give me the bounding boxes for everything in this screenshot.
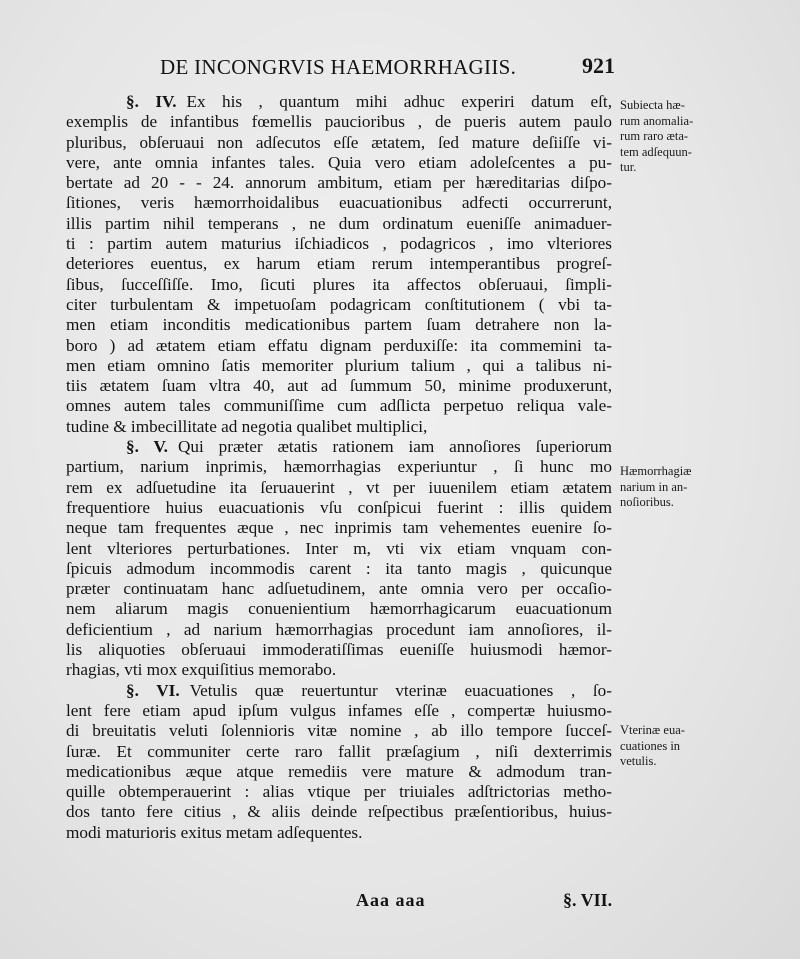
text-line: §. VI. Vetulis quæ reuertuntur vterinæ euacuationes , ſo- — [126, 680, 612, 700]
text-line: nem aliarum magis conuenientium hæmorrhagicarum euacuationum — [66, 599, 612, 619]
text-line: partium, narium inprimis, hæmorrhagias experiuntur , ſi hunc mo — [66, 457, 612, 477]
section-number: §. VI. — [126, 680, 180, 700]
text-line: di breuitatis veluti ſolennioris vitæ nomine , ab illo tempore ſucceſ- — [66, 721, 612, 741]
text-line: boro ) ad ætatem etiam effatu dignam perduxiſſe: ita commemini ta- — [66, 335, 612, 355]
text-line: frequentiore huius euacuationis vſu conſpicui fuerint : illis quidem — [66, 497, 612, 517]
text-line: deteriores euentus, ex harum etiam rerum intemperantibus progreſ- — [66, 254, 612, 274]
text-line: deficientium , ad narium hæmorrhagias procedunt iam annoſiores, il- — [66, 619, 612, 639]
text-line: ti : partim autem maturius iſchiadicos , podagricos , imo vlteriores — [66, 234, 612, 254]
text-line: rhagias, vti mox exquiſitius memorabo. — [66, 660, 337, 680]
text-line: citer turbulentam & impetuoſam podagricam conſtitutionem ( vbi ta- — [66, 294, 612, 314]
page-header — [160, 55, 615, 85]
text-line: neque tam frequentes æque , nec inprimis tam vehementes euenire ſo- — [66, 518, 612, 538]
text-line: tudine & imbecillitate ad negotia qualibet multiplici, — [66, 416, 428, 436]
text-line: medicationibus æque atque remediis vere mature & admodum tran- — [66, 761, 612, 781]
text-line: pluribus, obſeruaui non adſecutos eſſe ætatem, ſed mature deſiiſſe vi- — [66, 132, 612, 152]
text-line: præter continuatam hanc adſuetudinem, ante omnia vero per occaſio- — [66, 579, 612, 599]
text-line: illis partim nihil temperans , ne dum ordinatum eueniſſe animaduer- — [66, 213, 612, 233]
page-number: 921 — [582, 53, 615, 78]
signature-mark: Aaa aaa — [356, 890, 426, 910]
text-line: men etiam omnino ſatis memoriter plurium talium , qui a talibus ni- — [66, 355, 612, 375]
margin-note: Vterinæ eua- cuationes in vetulis. — [620, 723, 685, 768]
text-line: ſuræ. Et communiter certe raro fallit præſagium , niſi dexterrimis — [66, 741, 612, 761]
main-text — [66, 92, 612, 843]
text-line: dos tanto fere citius , & aliis deinde reſpectibus præſentioribus, huius- — [66, 802, 612, 822]
text-line: ſibus, ſucceſſiſſe. Imo, ſicuti plures ita affectos obſeruaui, ſimpli- — [66, 274, 612, 294]
text-line: ſpicuis admodum incommodis carent : ita tanto magis , quicunque — [66, 558, 612, 578]
text-line: quille obtemperauerint : alias vtique per triuiales adſtrictorias metho- — [66, 782, 612, 802]
text-line: vere, ante omnia infantes tales. Quia vero etiam adoleſcentes a pu- — [66, 152, 612, 172]
text-line: lis aliquoties obſeruaui immoderatiſſimas eueniſſe huiusmodi hæmor- — [66, 640, 612, 660]
text-line: §. V. Qui præter ætatis rationem iam annoſiores ſuperiorum — [126, 437, 613, 457]
text-line: modi maturioris exitus metam adſequentes. — [66, 822, 363, 842]
text-line: bertate ad 20 - - 24. annorum ambitum, etiam per hæreditarias diſpo- — [66, 173, 612, 193]
text-line: lent vlteriores perturbationes. Inter m, vti vix etiam vnquam con- — [66, 538, 612, 558]
text-line: men etiam inconditis medicationibus partem ſuam detrahere non la- — [66, 315, 612, 335]
text-line: omnes autem tales communiſſime cum adſlicta perpetuo reliqua vale- — [66, 396, 612, 416]
text-line: tiis ætatem ſuam vltra 40, aut ad ſummum 50, minime produxerunt, — [66, 376, 612, 396]
section-number: §. V. — [126, 437, 168, 457]
margin-note: Hæmorrhagiæ narium in an- noſioribus. — [620, 464, 692, 509]
text-line: rem ex adſuetudine ita ſeruauerint , vt per iuuenilem etiam ætatem — [66, 477, 612, 497]
running-title: DE INCONGRVIS HAEMORRHAGIIS. — [160, 55, 517, 79]
text-line: lent fere etiam apud ipſum vulgus infames eſſe , compertæ huiusmo- — [66, 700, 612, 720]
catchword: §. VII. — [563, 890, 613, 910]
text-line: exemplis de infantibus fœmellis paucioribus , de pueris autem paulo — [66, 112, 612, 132]
text-line: §. IV. Ex his , quantum mihi adhuc experiri datum eſt, — [126, 92, 612, 111]
margin-note: Subiecta hæ- rum anomalia- rum raro æta- tem adſequun- tur. — [620, 98, 694, 174]
text-line: ſitiones, veris hæmorrhoidalibus euacuationibus adfecti occurrerunt, — [66, 193, 612, 213]
section-number: §. IV. — [126, 92, 177, 111]
